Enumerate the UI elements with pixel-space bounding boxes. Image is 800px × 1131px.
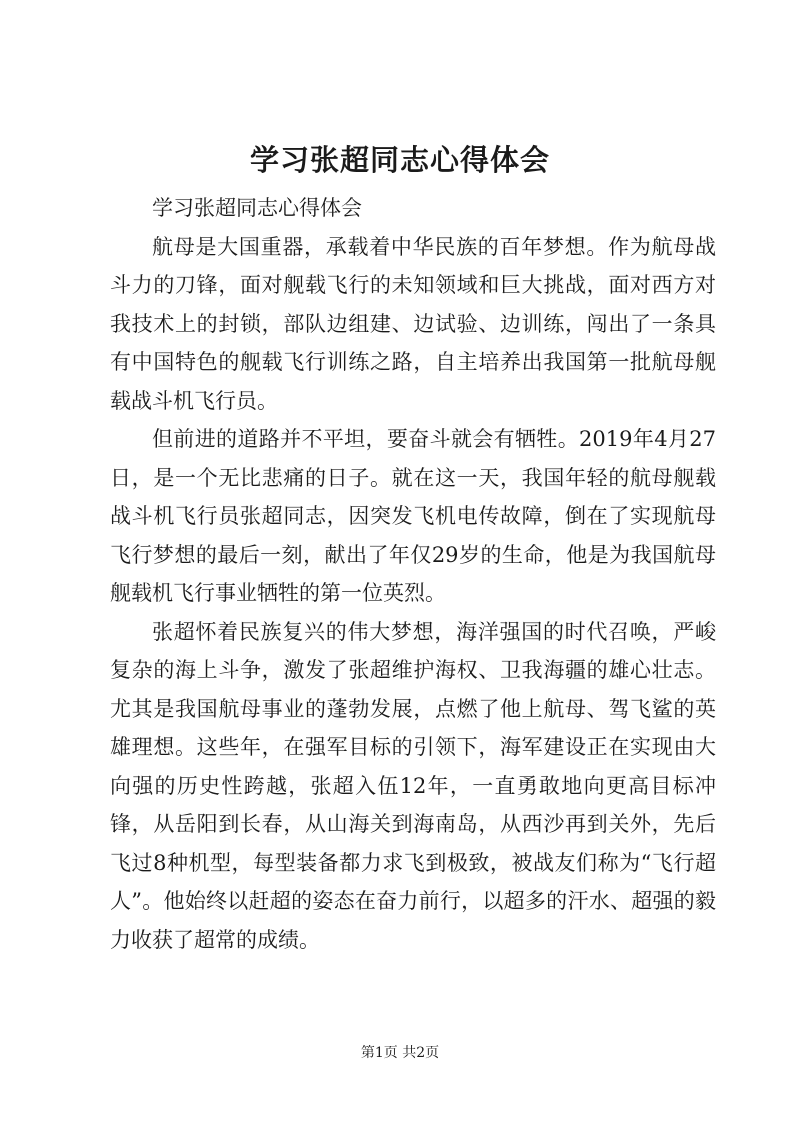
document-title: 学习张超同志心得体会: [249, 143, 550, 177]
page-number-footer: 第1页 共2页: [360, 1045, 440, 1061]
paragraph-3: 张超怀着民族复兴的伟大梦想，海洋强国的时代召唤，严峻复杂的海上斗争，激发了张超维护海权、卫我海疆的雄心壮志。尤其是我国航母事业的蓬勃发展，点燃了他上航母、驾飞鲨的英雄理想。这些年，在强军目标的引领下，海军建设正在实现由大向强的历史性跨越，张超入伍12年，一直勇敢地向更高目标冲锋，从岳阳到长春，从山海关到海南岛，从西沙再到关外，先后飞过8种机型，每型装备都力求飞到极致，被战友们称为“飞行超人”。他始终以赶超的姿态在奋力前行，以超多的汗水、超强的毅力收获了超常的成绩。: [110, 619, 716, 952]
paragraph-subtitle: 学习张超同志心得体会: [152, 196, 362, 220]
paragraph-1: 航母是大国重器，承载着中华民族的百年梦想。作为航母战斗力的刀锋，面对舰载飞行的未知领域和巨大挑战，面对西方对我技术上的封锁，部队边组建、边试验、边训练，闯出了一条具有中国特色的舰载飞行训练之路，自主培养出我国第一批航母舰载战斗机飞行员。: [110, 234, 716, 413]
paragraph-2: 但前进的道路并不平坦，要奋斗就会有牺牲。2019年4月27日，是一个无比悲痛的日子。就在这一天，我国年轻的航母舰载战斗机飞行员张超同志，因突发飞机电传故障，倒在了实现航母飞行梦想的最后一刻，献出了年仅29岁的生命，他是为我国航母舰载机飞行事业牺牲的第一位英烈。: [110, 427, 716, 605]
document-body: [110, 189, 716, 959]
